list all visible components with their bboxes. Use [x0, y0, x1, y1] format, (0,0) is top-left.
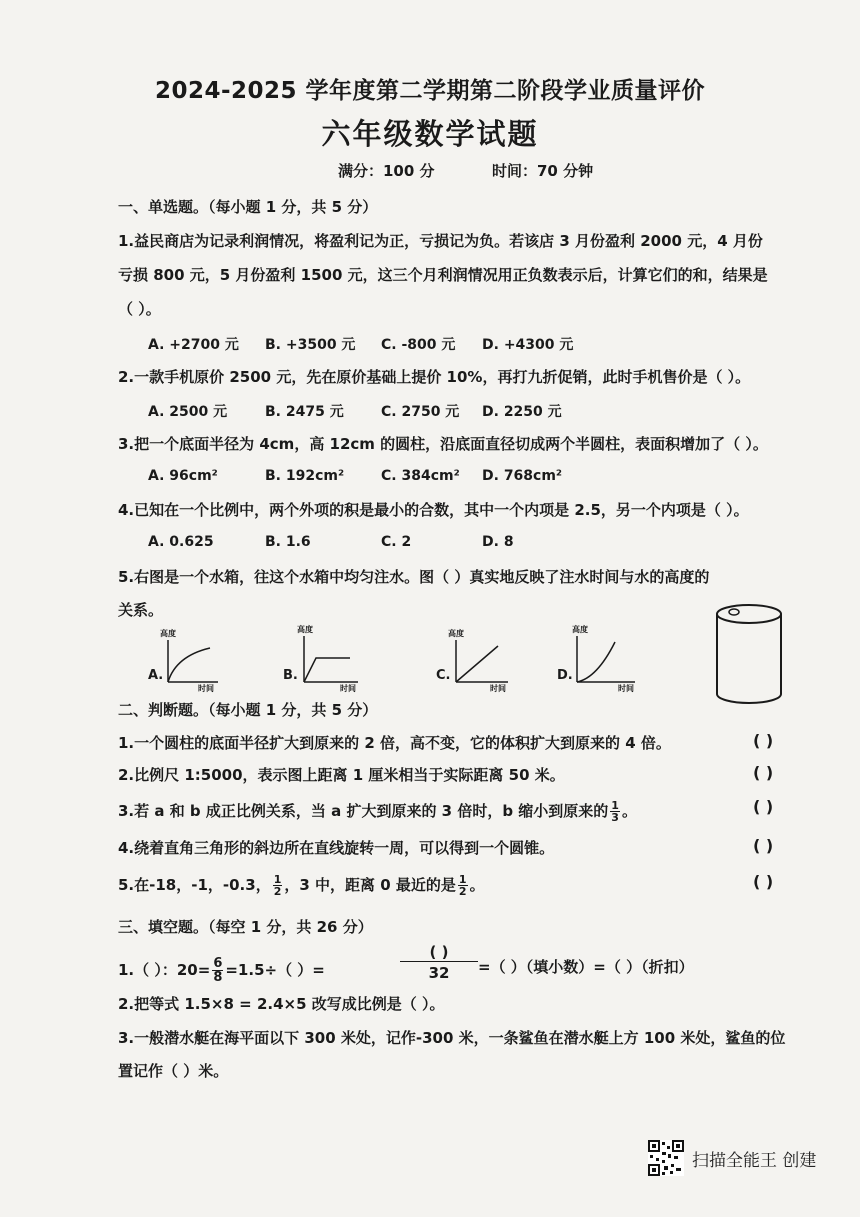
q1-line3: （ ）。 — [118, 300, 161, 318]
fill-q1-tail: =（ ）（填小数）=（ ）（折扣） — [478, 958, 694, 976]
judge-item-3: 3.若 a 和 b 成正比例关系，当 a 扩大到原来的 3 倍时，b 缩小到原来的 $\frac{1}{3}$ 。 — [118, 799, 637, 824]
exam-title: 2024-2025 学年度第二学期第二阶段学业质量评价 — [154, 78, 706, 104]
q2-option-d: D. 2250 元 — [482, 404, 562, 420]
graph-c-y-label: 高度 — [448, 629, 464, 638]
q2-option-a: A. 2500 元 — [148, 404, 228, 420]
judge-item-5-answer-fraction: $\frac{1}{2}$ — [458, 873, 467, 898]
full-score: 满分：100 分 — [338, 162, 435, 180]
graph-b — [302, 634, 360, 684]
graph-d-x-label: 时间 — [618, 684, 634, 693]
graph-c-curve — [456, 646, 498, 682]
graph-d-label: D. — [557, 668, 573, 683]
judge-item-3-fraction: $\frac{1}{3}$ — [611, 799, 619, 824]
q5-line2: 关系。 — [118, 601, 164, 619]
judge-item-1: 1.一个圆柱的底面半径扩大到原来的 2 倍，高不变，它的体积扩大到原来的 4 倍。 — [118, 734, 671, 752]
graph-d-curve — [577, 642, 615, 682]
graph-a — [166, 638, 220, 684]
fill-q2: 2.把等式 1.5×8 = 2.4×5 改写成比例是（ ）。 — [118, 995, 445, 1013]
graph-d — [575, 634, 637, 684]
judge-item-5-fraction: $\frac{1}{2}$ — [273, 873, 282, 898]
q1-option-c: C. -800 元 — [381, 337, 456, 353]
graph-c-label: C. — [436, 668, 451, 683]
judge-paren-2[interactable]: ( ) — [753, 763, 774, 782]
graph-c — [454, 638, 510, 684]
q1-line2: 亏损 800 元，5 月份盈利 1500 元，这三个月利润情况用正负数表示后，计算它们的和，结果是 — [118, 266, 768, 284]
fill-q3-line2: 置记作（ ）米。 — [118, 1062, 229, 1080]
q3-option-b: B. 192cm² — [265, 468, 345, 484]
q1-line1: 1.益民商店为记录利润情况，将盈利记为正，亏损记为负。若该店 3 月份盈利 2000 元，4 月份 — [118, 232, 763, 250]
graph-a-y-label: 高度 — [160, 629, 176, 638]
q3-line1: 3.把一个底面半径为 4cm，高 12cm 的圆柱，沿底面直径切成两个半圆柱，表面积增加了（ ）。 — [118, 435, 768, 453]
fill-q1: 1.（ ）：20= $\frac{6}{8}$ =1.5÷（ ）= — [118, 956, 325, 985]
q3-option-c: C. 384cm² — [381, 468, 460, 484]
graph-a-curve — [168, 648, 210, 682]
scanner-watermark — [648, 1140, 816, 1176]
graph-b-y-label: 高度 — [297, 625, 313, 634]
judge-paren-3[interactable]: ( ) — [753, 797, 774, 816]
q1-option-b: B. +3500 元 — [265, 337, 356, 353]
judge-item-5: 5.在-18，-1，-0.3， $\frac{1}{2}$ ，3 中，距离 0 最近的是 $\frac{1}{2}$ 。 — [118, 873, 485, 898]
water-tank-cylinder — [712, 602, 786, 706]
judge-item-2: 2.比例尺 1:5000，表示图上距离 1 厘米相当于实际距离 50 米。 — [118, 766, 565, 784]
q1-option-a: A. +2700 元 — [148, 337, 239, 353]
scanner-app-name: 扫描全能王 创建 — [692, 1150, 817, 1171]
graph-a-label: A. — [148, 668, 164, 683]
q4-option-a: A. 0.625 — [148, 534, 214, 550]
judge-item-3-text: 3.若 a 和 b 成正比例关系，当 a 扩大到原来的 3 倍时，b 缩小到原来的 — [118, 802, 609, 820]
q4-option-c: C. 2 — [381, 534, 412, 550]
graph-d-y-label: 高度 — [572, 625, 588, 634]
section3-heading: 三、填空题。（每空 1 分，共 26 分） — [118, 918, 373, 936]
judge-item-4: 4.绕着直角三角形的斜边所在直线旋转一周，可以得到一个圆锥。 — [118, 839, 555, 857]
q1-option-d: D. +4300 元 — [482, 337, 574, 353]
graph-a-x-label: 时间 — [198, 684, 214, 693]
judge-paren-4[interactable]: ( ) — [753, 836, 774, 855]
exam-subtitle: 六年级数学试题 — [321, 117, 539, 151]
q2-option-c: C. 2750 元 — [381, 404, 460, 420]
q5-line1: 5.右图是一个水箱，往这个水箱中均匀注水。图（ ）真实地反映了注水时间与水的高度的 — [118, 568, 710, 586]
graph-c-x-label: 时间 — [490, 684, 506, 693]
qr-code-icon — [648, 1140, 684, 1176]
fill-q1-big-fraction: ( ) 32 — [400, 943, 478, 982]
q4-option-b: B. 1.6 — [265, 534, 311, 550]
graph-b-curve — [304, 658, 350, 682]
graph-b-label: B. — [283, 668, 298, 683]
q3-option-a: A. 96cm² — [148, 468, 218, 484]
exam-time: 时间：70 分钟 — [492, 162, 594, 180]
section1-heading: 一、单选题。（每小题 1 分，共 5 分） — [118, 198, 378, 216]
q4-option-d: D. 8 — [482, 534, 514, 550]
section2-heading: 二、判断题。（每小题 1 分，共 5 分） — [118, 701, 378, 719]
judge-paren-5[interactable]: ( ) — [753, 872, 774, 891]
graph-b-x-label: 时间 — [340, 684, 356, 693]
fill-q1-fraction: $\frac{6}{8}$ — [213, 956, 223, 985]
q2-option-b: B. 2475 元 — [265, 404, 344, 420]
judge-paren-1[interactable]: ( ) — [753, 731, 774, 750]
q4-line1: 4.已知在一个比例中，两个外项的积是最小的合数，其中一个内项是 2.5，另一个内项是（ ）。 — [118, 501, 749, 519]
q2-line1: 2.一款手机原价 2500 元，先在原价基础上提价 10%，再打九折促销，此时手机售价是（ ）。 — [118, 368, 751, 386]
q3-option-d: D. 768cm² — [482, 468, 563, 484]
fill-q3-line1: 3.一般潜水艇在海平面以下 300 米处，记作-300 米，一条鲨鱼在潜水艇上方 100 米处，鲨鱼的位 — [118, 1029, 786, 1047]
